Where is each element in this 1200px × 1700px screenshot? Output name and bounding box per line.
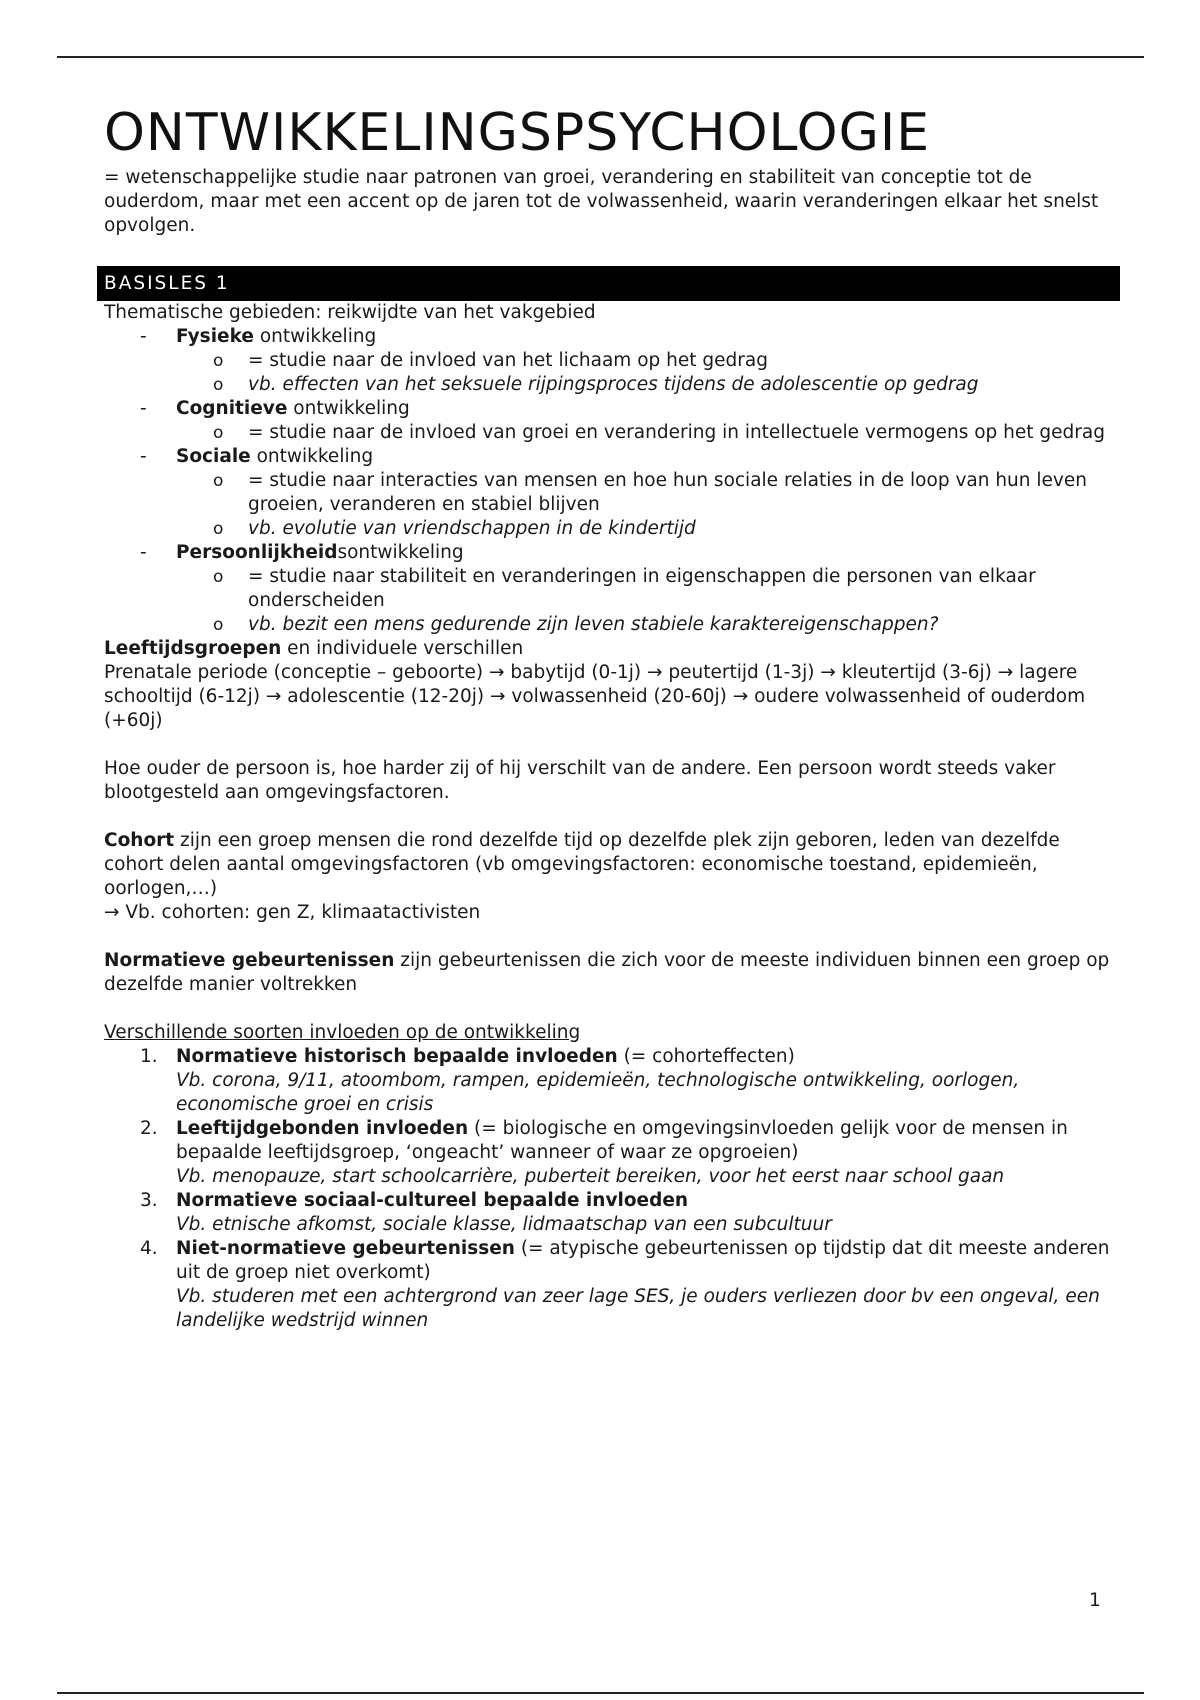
themes-intro: Thematische gebieden: reikwijdte van het vakgebied (104, 302, 596, 323)
theme-term: Fysieke (176, 326, 254, 347)
bullet-marker: o (213, 519, 224, 539)
theme-definition: = studie naar de invloed van het lichaam op het gedrag (248, 350, 768, 371)
cohort-paragraph (104, 829, 1124, 901)
cohort-term: Cohort (104, 830, 175, 851)
age-groups-paragraph: Prenatale periode (conceptie – geboorte) → babytijd (0-1j) → peutertijd (1-3j) → kleutertijd (3-6j) → lagere schooltijd (6-12j) → adolescentie (12-20j) → volwassenheid (20-60j) → oudere volwassenheid of ouderdom (+60j) (104, 662, 1086, 731)
list-number: 2. (140, 1118, 158, 1139)
influence-item (104, 1045, 1124, 1117)
theme-sub-item (104, 469, 1124, 517)
influence-example: Vb. menopauze, start schoolcarrière, puberteit bereiken, voor het eerst naar school gaan (176, 1166, 1005, 1187)
theme-item-social (104, 445, 1124, 469)
influence-rest: (= atypische gebeurtenissen op tijdstip dat dit meeste anderen uit de groep niet overkomt) (176, 1238, 1110, 1283)
influence-term: Leeftijdgebonden invloeden (176, 1118, 469, 1139)
theme-definition: = studie naar interacties van mensen en hoe hun sociale relaties in de loop van hun leven groeien, veranderen en stabiel blijven (248, 470, 1087, 515)
spacer (104, 997, 1124, 1021)
spacer (104, 925, 1124, 949)
document-body (104, 102, 1124, 1333)
spacer (104, 733, 1124, 757)
influences-heading-text: Verschillende soorten invloeden op de ontwikkeling (104, 1022, 581, 1043)
theme-term: Sociale (176, 446, 251, 467)
theme-item-personality (104, 541, 1124, 565)
dash-marker: - (140, 542, 147, 563)
theme-term-rest: ontwikkeling (287, 398, 410, 419)
influence-term: Normatieve sociaal-cultureel bepaalde invloeden (176, 1190, 689, 1211)
dash-marker: - (140, 446, 147, 467)
age-groups-heading (104, 637, 1124, 661)
influence-example: Vb. corona, 9/11, atoombom, rampen, epidemieën, technologische ontwikkeling, oorlogen, economische groei en crisis (176, 1070, 1020, 1115)
theme-term: Persoonlijkheid (176, 542, 338, 563)
dash-marker: - (140, 326, 147, 347)
theme-item-cognitive (104, 397, 1124, 421)
theme-sub-item (104, 613, 1124, 637)
theme-sub-item (104, 517, 1124, 541)
page-title: ONTWIKKELINGSPSYCHOLOGIE (104, 103, 931, 163)
theme-sub-item (104, 565, 1124, 613)
bullet-marker: o (213, 615, 224, 635)
section-heading-bar: BASISLES 1 (97, 266, 1120, 301)
bullet-marker: o (213, 351, 224, 371)
theme-term-rest: ontwikkeling (253, 326, 377, 347)
theme-definition: = studie naar de invloed van groei en verandering in intellectuele vermogens op het gedrag (248, 422, 1105, 443)
bottom-rule (57, 1692, 1144, 1694)
spacer (104, 805, 1124, 829)
theme-sub-item (104, 421, 1124, 445)
theme-term-rest: sontwikkeling (337, 542, 464, 563)
theme-sub-item (104, 349, 1124, 373)
older-paragraph: Hoe ouder de persoon is, hoe harder zij of hij verschilt van de andere. Een persoon wordt steeds vaker blootgesteld aan omgevingsfactoren. (104, 758, 1056, 803)
list-number: 1. (140, 1046, 158, 1067)
influence-example: Vb. etnische afkomst, sociale klasse, lidmaatschap van een subcultuur (176, 1214, 832, 1235)
theme-definition: = studie naar stabiliteit en veranderingen in eigenschappen die personen van elkaar onderscheiden (248, 566, 1036, 611)
influences-heading (104, 1021, 1124, 1045)
theme-sub-item (104, 373, 1124, 397)
bullet-marker: o (213, 567, 224, 587)
list-number: 4. (140, 1238, 158, 1259)
bullet-marker: o (213, 471, 224, 491)
normative-paragraph (104, 949, 1124, 997)
age-groups-term: Leeftijdsgroepen (104, 638, 282, 659)
theme-example: vb. evolutie van vriendschappen in de kindertijd (248, 518, 696, 539)
influence-item (104, 1189, 1124, 1237)
influence-term: Niet-normatieve gebeurtenissen (176, 1238, 515, 1259)
dash-marker: - (140, 398, 147, 419)
influence-item (104, 1237, 1124, 1333)
normative-term: Normatieve gebeurtenissen (104, 950, 395, 971)
theme-term: Cognitieve (176, 398, 288, 419)
influence-example: Vb. studeren met een achtergrond van zeer lage SES, je ouders verliezen door bv een ongeval, een landelijke wedstrijd winnen (176, 1286, 1100, 1331)
theme-example: vb. bezit een mens gedurende zijn leven stabiele karaktereigenschappen? (248, 614, 939, 635)
theme-item-physical (104, 325, 1124, 349)
definition-paragraph: = wetenschappelijke studie naar patronen van groei, verandering en stabiliteit van conceptie tot de ouderdom, maar met een accent op de jaren tot de volwassenheid, waarin veranderingen elkaar het snelst opvolgen. (104, 167, 1099, 236)
bullet-marker: o (213, 375, 224, 395)
bullet-marker: o (213, 423, 224, 443)
page-number: 1 (1089, 1590, 1101, 1611)
influence-rest: (= biologische en omgevingsinvloeden gelijk voor de mensen in bepaalde leeftijdsgroep, ‘ongeacht’ wanneer of waar ze opgroeien) (176, 1118, 1068, 1163)
age-groups-rest: en individuele verschillen (281, 638, 524, 659)
theme-example: vb. effecten van het seksuele rijpingsproces tijdens de adolescentie op gedrag (248, 374, 979, 395)
influence-rest: (= cohorteffecten) (617, 1046, 795, 1067)
top-rule (57, 56, 1144, 58)
influence-term: Normatieve historisch bepaalde invloeden (176, 1046, 618, 1067)
theme-term-rest: ontwikkeling (250, 446, 374, 467)
influence-item (104, 1117, 1124, 1189)
cohort-definition: zijn een groep mensen die rond dezelfde tijd op dezelfde plek zijn geboren, leden van dezelfde cohort delen aantal omgevingsfactoren (vb omgevingsfactoren: economische toestand, epidemieën, oorlogen,…) (104, 830, 1060, 899)
list-number: 3. (140, 1190, 158, 1211)
cohort-example: → Vb. cohorten: gen Z, klimaatactivisten (104, 902, 481, 923)
normative-definition: zijn gebeurtenissen die zich voor de meeste individuen binnen een groep op dezelfde manier voltrekken (104, 950, 1110, 995)
